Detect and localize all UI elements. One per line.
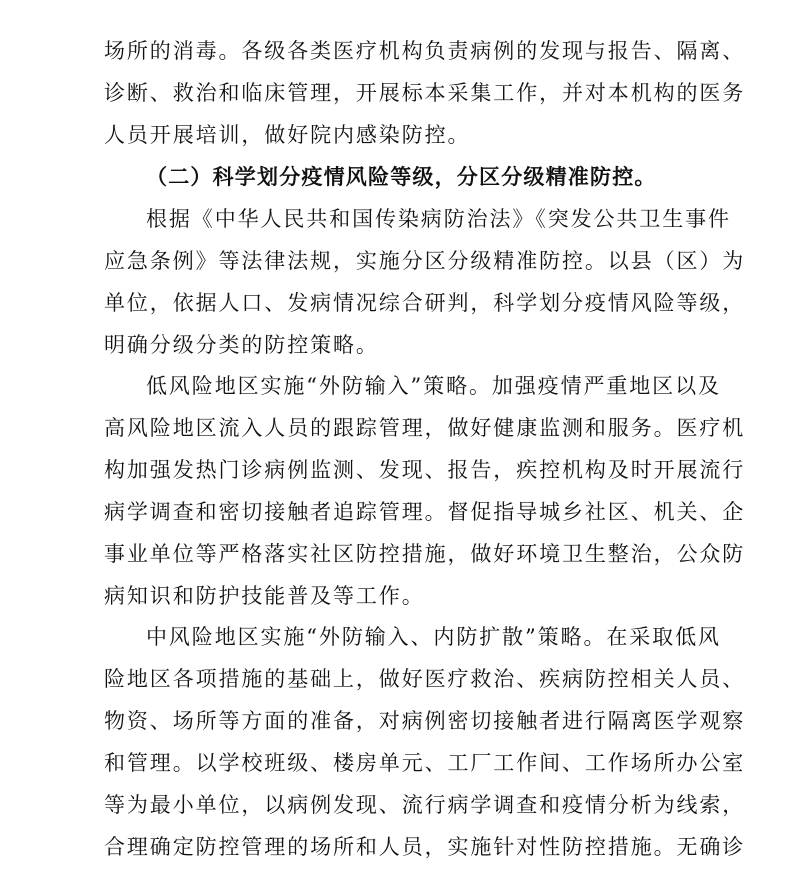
text-line: 诊断、救治和临床管理，开展标本采集工作，并对本机构的医务 <box>104 81 746 105</box>
text-line: 场所的消毒。各级各类医疗机构负责病例的发现与报告、隔离、 <box>104 39 746 63</box>
text-line: 人员开展培训，做好院内感染防控。 <box>104 123 471 147</box>
text-line: 和管理。以学校班级、楼房单元、工厂工作间、工作场所办公室 <box>104 751 746 775</box>
text-line: 应急条例》等法律法规，实施分区分级精准防控。以县（区）为 <box>104 249 746 273</box>
paragraph-first-line: 根据《中华人民共和国传染病防治法》《突发公共卫生事件 <box>146 207 731 231</box>
text-line: 等为最小单位，以病例发现、流行病学调查和疫情分析为线索， <box>104 793 746 817</box>
text-line: 构加强发热门诊病例监测、发现、报告，疾控机构及时开展流行 <box>104 458 746 482</box>
text-line: 合理确定防控管理的场所和人员，实施针对性防控措施。无确诊 <box>104 835 746 859</box>
text-line: 单位，依据人口、发病情况综合研判，科学划分疫情风险等级， <box>104 291 746 315</box>
text-line: 险地区各项措施的基础上，做好医疗救治、疾病防控相关人员、 <box>104 667 746 691</box>
paragraph-first-line: 中风险地区实施“外防输入、内防扩散”策略。在采取低风 <box>146 625 721 649</box>
section-heading: （二）科学划分疫情风险等级，分区分级精准防控。 <box>146 165 657 189</box>
text-line: 事业单位等严格落实社区防控措施，做好环境卫生整治，公众防 <box>104 542 746 566</box>
paragraph-first-line: 低风险地区实施“外防输入”策略。加强疫情严重地区以及 <box>146 374 721 398</box>
text-line: 病知识和防护技能普及等工作。 <box>104 584 425 608</box>
text-line: 高风险地区流入人员的跟踪管理，做好健康监测和服务。医疗机 <box>104 416 746 440</box>
text-line: 明确分级分类的防控策略。 <box>104 333 379 357</box>
text-line: 病学调查和密切接触者追踪管理。督促指导城乡社区、机关、企 <box>104 500 746 524</box>
text-line: 物资、场所等方面的准备，对病例密切接触者进行隔离医学观察 <box>104 709 746 733</box>
